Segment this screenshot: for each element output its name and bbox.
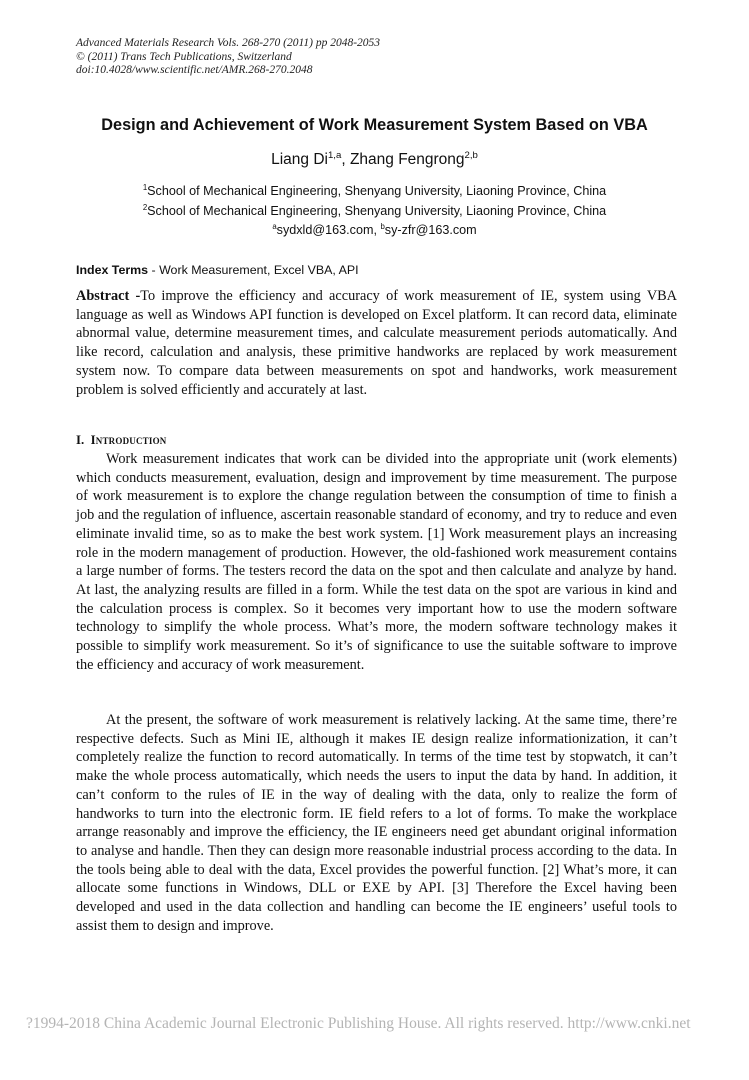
affiliation-text: School of Mechanical Engineering, Shenyang University, Liaoning Province, China xyxy=(147,184,607,198)
email-superscript: b xyxy=(380,221,385,231)
author-list xyxy=(0,151,749,169)
author-separator: , xyxy=(341,151,350,168)
abstract xyxy=(76,287,677,399)
author-superscript: 1,a xyxy=(327,149,342,161)
journal-line: Advanced Materials Research Vols. 268-270 (2011) pp 2048-2053 xyxy=(76,37,381,49)
affiliation-text: School of Mechanical Engineering, Shenyang University, Liaoning Province, China xyxy=(147,204,607,218)
author-name: Zhang Fengrong xyxy=(349,151,465,168)
affiliation-2 xyxy=(0,204,749,218)
journal-citation-header xyxy=(76,37,380,78)
section-number: I. xyxy=(76,433,85,447)
affiliation-superscript: 1 xyxy=(142,182,148,192)
section-heading-introduction xyxy=(76,433,166,448)
email-separator: , xyxy=(373,223,381,237)
email-superscript: a xyxy=(272,221,277,231)
index-terms xyxy=(76,263,359,277)
email-link[interactable]: sy-zfr@163.com xyxy=(384,223,477,237)
paper-title: Design and Achievement of Work Measurement System Based on VBA xyxy=(101,116,648,134)
email-link[interactable]: sydxld@163.com xyxy=(276,223,374,237)
abstract-text: To improve the efficiency and accuracy of work measurement of IE, system using VBA language as well as Windows API function is developed on Excel platform. It can record data, eliminate abnormal value, determine measurement times, and calculate measurement periods automatically. And like record, calculation and analysis, these primitive handworks are replaced by work measurement system now. To compare data between measurements on spot and handworks, work measurement problem is solved efficiently and accurately at last. xyxy=(76,288,677,398)
abstract-label: Abstract - xyxy=(76,288,141,304)
copyright-line: © (2011) Trans Tech Publications, Switzerland xyxy=(76,50,292,63)
author-name: Liang Di xyxy=(271,151,328,168)
author-superscript: 2,b xyxy=(464,149,478,161)
author-emails xyxy=(0,223,749,237)
affiliation-1 xyxy=(0,184,749,198)
copyright-watermark-footer: ?1994-2018 China Academic Journal Electronic Publishing House. All rights reserved. http://www.cnki.net xyxy=(26,1015,691,1032)
index-terms-label: Index Terms xyxy=(76,263,149,277)
doi-line: doi:10.4028/www.scientific.net/AMR.268-270.2048 xyxy=(76,64,313,76)
section-title: Introduction xyxy=(90,433,167,447)
body-paragraph-2: At the present, the software of work measurement is relatively lacking. At the same time, there’re respective defects. Such as Mini IE, although it makes IE design realize informationization, it can’t completely realize the function to record automatically. In terms of the time test by stopwatch, it can’t make the whole process automatically, which needs the users to input the data by hand. In addition, it can’t conform to the rules of IE in the way of dealing with the data, only to realize the form of handworks to turn into the electronic form. IE field refers to a lot of forms. To make the workplace arrange reasonably and improve the efficiency, the IE engineers need get abundant original information to analyse and handle. Then they can design more reasonable industrial process according to the data. In the tools being able to deal with the data, Excel provides the powerful function. [2] What’s more, it can allocate some functions in Windows, DLL or EXE by API. [3] Therefore the Excel having been developed and used in the data collection and handling can become the IE engineers’ useful tools to assist them to design and improve. xyxy=(76,712,677,934)
index-terms-text: - Work Measurement, Excel VBA, API xyxy=(148,263,359,277)
body-paragraph-1: Work measurement indicates that work can be divided into the appropriate unit (work elements) which conducts measurement, evaluation, design and improvement by time measurement. The purpose of work measurement is to explore the change regulation between the consumption of time to finish a job and the regulation of influence, ascertain reasonable standard of economy, and try to reduce and even eliminate invalid time, so as to make the best work system. [1] Work measurement plays an increasing role in the modern management of production. However, the old-fashioned work measurement contains a large number of forms. The testers record the data on the spot and then calculate and analyze by hand. At last, the analyzing results are filled in a form. While the test data on the spot are various in kind and the calculation process is complex. So it becomes very important how to use the modern software technology to simplify the whole process. What’s more, the modern software technology makes it possible to simplify work measurement. So it’s of significance to use the suitable software to improve the efficiency and accuracy of work measurement. xyxy=(76,451,677,673)
affiliation-superscript: 2 xyxy=(142,202,148,212)
